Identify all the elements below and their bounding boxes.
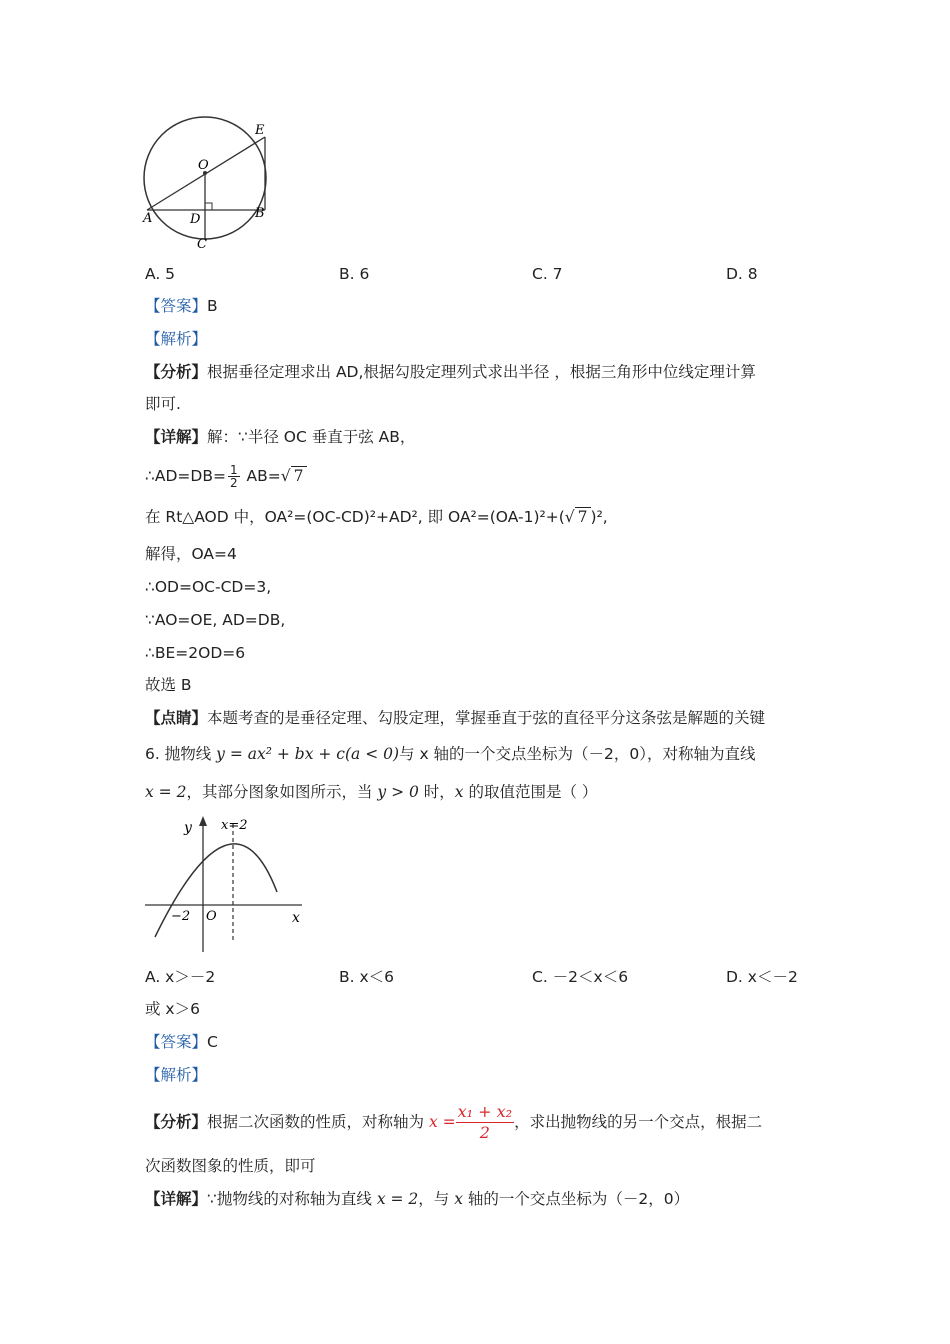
answer-tag-6: 【答案】 bbox=[145, 1033, 208, 1051]
stem-1a: 6. 抛物线 bbox=[145, 745, 217, 763]
q5-line-6: ∵AO=OE, AD=DB, bbox=[145, 611, 286, 629]
q5-line-5: ∴OD=OC-CD=3, bbox=[145, 578, 272, 596]
axis-label: x=2 bbox=[221, 818, 248, 833]
analysis-tag: 【解析】 bbox=[145, 330, 208, 348]
parabola-cond: (a < 0) bbox=[344, 745, 400, 763]
q6-analysis-heading bbox=[145, 1064, 207, 1086]
axis-eq: x = 2 bbox=[145, 783, 187, 801]
stem-2d: 时， bbox=[418, 783, 455, 801]
formula-lhs: x = bbox=[428, 1113, 456, 1131]
q6-option-a: A. x＞－2 bbox=[145, 968, 216, 986]
answer-value: B bbox=[207, 297, 218, 315]
y-label: y bbox=[184, 820, 192, 836]
q5-option-c: C. 7 bbox=[532, 265, 563, 283]
q5-line-3 bbox=[145, 506, 608, 528]
q5-fenxi-2: 即可. bbox=[145, 395, 181, 413]
q6-stem-2 bbox=[145, 781, 597, 803]
q6-stem-1 bbox=[145, 743, 756, 765]
xiangjie-tag-6: 【详解】 bbox=[145, 1190, 208, 1208]
q5-xiangjie bbox=[145, 426, 415, 448]
formula-num: x₁ + x₂ bbox=[457, 1102, 513, 1121]
q5-line-2 bbox=[145, 464, 307, 489]
line-3-a: 在 Rt△AOD 中，OA²=(OC-CD)²+AD², 即 OA²=(OA-1)²+( bbox=[145, 508, 565, 526]
fenxi-text: 根据垂径定理求出 AD,根据勾股定理列式求出半径 ，根据三角形中位线定理计算 bbox=[207, 363, 756, 381]
fenxi-b: ，求出抛物线的另一个交点，根据二 bbox=[514, 1113, 763, 1131]
origin-label: O bbox=[206, 909, 217, 924]
xj-a: ∵抛物线的对称轴为直线 bbox=[207, 1190, 377, 1208]
line-2-mid: AB= bbox=[241, 467, 281, 485]
label-c: C bbox=[197, 237, 207, 252]
x-var: x bbox=[454, 783, 464, 801]
q6-option-b: B. x＜6 bbox=[339, 968, 395, 986]
q5-option-b: B. 6 bbox=[339, 265, 370, 283]
y-cond: y > 0 bbox=[377, 783, 419, 801]
sqrt-radicand: 7 bbox=[291, 466, 307, 485]
xj-b: ，与 bbox=[418, 1190, 455, 1208]
q5-fenxi-1 bbox=[145, 361, 756, 383]
line-3-b: )², bbox=[590, 508, 608, 526]
label-b: B bbox=[255, 206, 265, 221]
q5-line-7: ∴BE=2OD=6 bbox=[145, 644, 246, 662]
q6-option-d: D. x＜－2 bbox=[726, 968, 798, 986]
sqrt-expr-2: √ 7 bbox=[565, 507, 591, 526]
xiangjie-tag: 【详解】 bbox=[145, 428, 208, 446]
q5-dianjing bbox=[145, 707, 765, 729]
parabola-eq: y = ax² + bx + c bbox=[216, 745, 345, 763]
right-angle-mark bbox=[205, 203, 212, 210]
label-d: D bbox=[190, 212, 201, 227]
parabola-figure bbox=[140, 812, 310, 957]
sqrt-radicand-2: 7 bbox=[575, 507, 591, 526]
neg2-label: −2 bbox=[171, 909, 191, 924]
half-fraction bbox=[228, 464, 240, 489]
midpoint-fraction bbox=[456, 1102, 514, 1143]
q5-analysis-heading bbox=[145, 328, 207, 350]
q5-line-4: 解得，OA=4 bbox=[145, 545, 237, 563]
analysis-tag-6: 【解析】 bbox=[145, 1066, 208, 1084]
formula-den: 2 bbox=[479, 1123, 490, 1142]
q6-option-d-cont: 或 x＞6 bbox=[145, 1000, 200, 1018]
q6-answer bbox=[145, 1031, 218, 1053]
xj-c: 轴的一个交点坐标为（－2，0） bbox=[462, 1190, 690, 1208]
q5-line-8: 故选 B bbox=[145, 676, 192, 694]
stem-2f: 的取值范围是（ ） bbox=[463, 783, 598, 801]
half-num: 1 bbox=[229, 463, 238, 477]
xj-x: x bbox=[454, 1190, 463, 1208]
q6-fenxi-1 bbox=[145, 1100, 762, 1144]
fenxi-a: 根据二次函数的性质，对称轴为 bbox=[207, 1113, 429, 1131]
dianjing-text: 本题考查的是垂径定理、勾股定理，掌握垂直于弦的直径平分这条弦是解题的关键 bbox=[207, 709, 766, 727]
xiangjie-line-1: 解：∵半径 OC 垂直于弦 AB， bbox=[207, 428, 416, 446]
sqrt-expr: √ 7 bbox=[281, 466, 307, 485]
xj-eq: x = 2 bbox=[376, 1190, 419, 1208]
q6-fenxi-2: 次函数图象的性质，即可 bbox=[145, 1157, 316, 1175]
stem-1b: 与 x 轴的一个交点坐标为（－2，0），对称轴为直线 bbox=[399, 745, 756, 763]
fenxi-tag: 【分析】 bbox=[145, 363, 208, 381]
dianjing-tag: 【点睛】 bbox=[145, 709, 208, 727]
line-2-pre: ∴AD=DB= bbox=[145, 467, 226, 485]
answer-value-6: C bbox=[207, 1033, 218, 1051]
label-o: O bbox=[198, 158, 209, 173]
q6-xiangjie bbox=[145, 1188, 689, 1210]
q5-option-d: D. 8 bbox=[726, 265, 758, 283]
q6-option-c: C. －2＜x＜6 bbox=[532, 968, 629, 986]
y-arrow bbox=[199, 816, 207, 826]
fenxi-tag-6: 【分析】 bbox=[145, 1113, 208, 1131]
q5-answer bbox=[145, 295, 218, 317]
label-e: E bbox=[255, 123, 265, 138]
circle-figure bbox=[135, 115, 285, 255]
stem-2b: ，其部分图象如图所示，当 bbox=[186, 783, 378, 801]
answer-tag: 【答案】 bbox=[145, 297, 208, 315]
label-a: A bbox=[143, 211, 153, 226]
x-label: x bbox=[292, 910, 300, 926]
half-den: 2 bbox=[229, 476, 238, 490]
q5-option-a: A. 5 bbox=[145, 265, 176, 283]
